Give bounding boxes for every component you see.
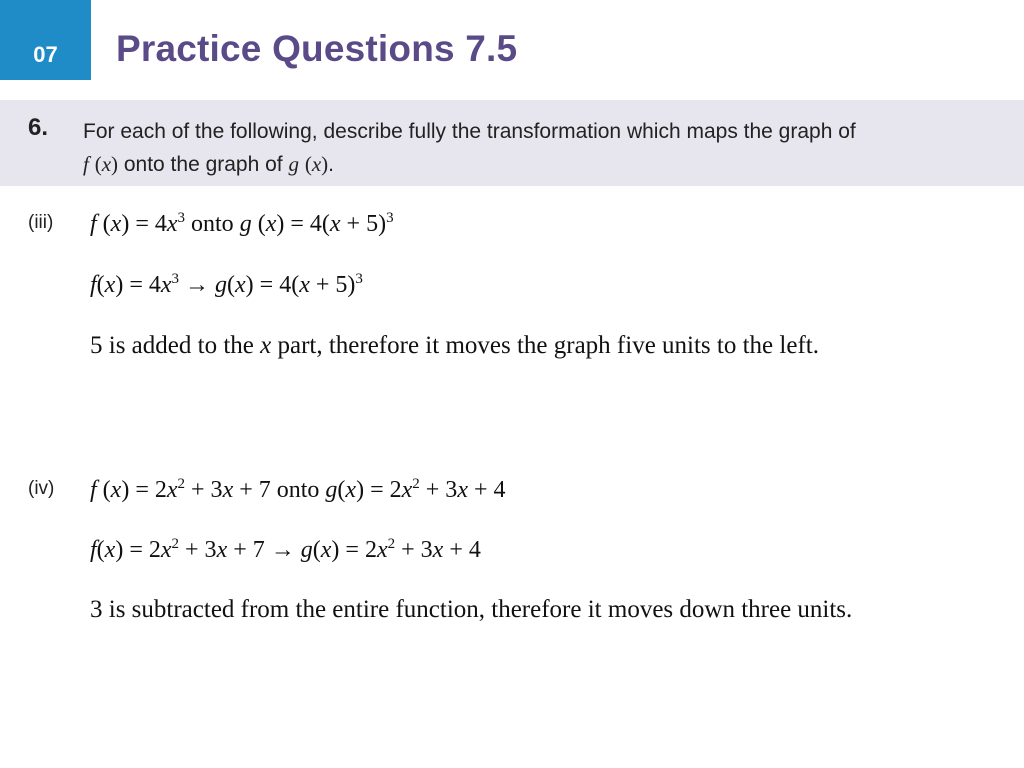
part-iii-working: $f(x) = 4x^3 \to g(x) = 4(x + 5)^3$ — [90, 271, 363, 298]
question-number: 6. — [28, 114, 49, 141]
part-label-iii: (iii) — [28, 212, 54, 233]
page-title: Practice Questions 7.5 — [116, 28, 518, 69]
part-iv-conclusion: 3 is subtracted from the entire function, therefore it moves down three units. — [90, 596, 853, 623]
prompt-line-2: f (x) onto the graph of g (x). — [83, 152, 334, 176]
part-label-iv: (iv) — [28, 478, 55, 499]
chapter-badge — [0, 0, 91, 80]
chapter-number: 07 — [33, 42, 58, 67]
question-prompt — [83, 116, 1003, 181]
part-iii-conclusion: 5 is added to the x part, therefore it moves the graph five units to the left. — [90, 332, 819, 359]
part-iv-working: $f(x) = 2x^2 + 3x + 7 \to g(x) = 2x^2 + 3x + 4$ — [90, 536, 481, 563]
part-iii-statement: f $(x) = 4x^3$ onto g $(x) = 4(x + 5)^3$ — [90, 210, 394, 237]
part-iv-statement: f $(x) = 2x^2 + 3x + 7$ onto $g(x) = 2x^2 + 3x + 4$ — [90, 476, 506, 503]
prompt-line-1: For each of the following, describe fully the transformation which maps the graph of — [83, 120, 856, 143]
